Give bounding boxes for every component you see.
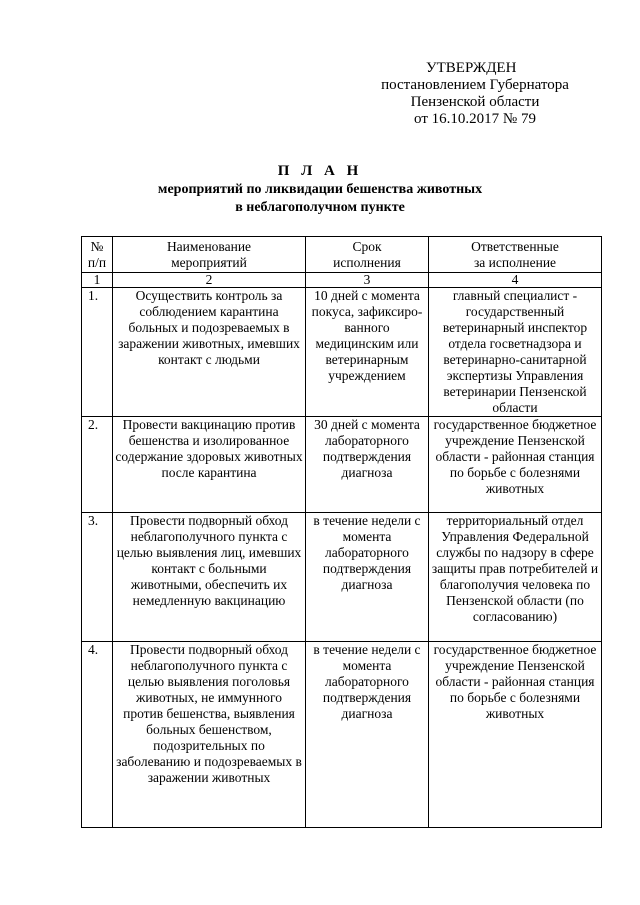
row-number: 1. (82, 288, 113, 417)
row-responsible: государственное бюджетное учреждение Пензенской области - районная станция по борьбе с болезнями животных (429, 417, 602, 513)
column-number-row (82, 273, 602, 288)
header-action: Наименование мероприятий (113, 237, 306, 273)
title-subject: мероприятий по ликвидации бешенства животных (157, 182, 483, 197)
row-action: Провести подворный обход неблагополучного пункта с целью выявления лиц, имевших контакт с больными животными, обеспечить их немедленную вакцинацию (113, 513, 306, 642)
row-term: 10 дней с момента покуса, зафиксиро-ванного медицинским или ветеринарным учреждением (306, 288, 429, 417)
row-responsible: главный специалист - государственный ветеринарный инспектор отдела госветнадзора и ветеринарно-санитарной экспертизы Управления ветеринарии Пензенской области (429, 288, 602, 417)
row-term: 30 дней с момента лабораторного подтверждения диагноза (306, 417, 429, 513)
approval-decree: постановлением Губернатора (381, 77, 569, 93)
row-responsible: государственное бюджетное учреждение Пензенской области - районная станция по борьбе с болезнями животных (429, 642, 602, 828)
row-term: в течение недели с момента лабораторного подтверждения диагноза (306, 642, 429, 828)
title-plan: П Л А Н (277, 163, 363, 179)
approval-heading: УТВЕРЖДЕН (426, 60, 517, 76)
row-responsible: территориальный отдел Управления Федеральной службы по надзору в сфере защиты прав потребителей и благополучия человека по Пензенской области (по согласованию) (429, 513, 602, 642)
title-location: в неблагополучном пункте (235, 200, 405, 215)
plan-table (81, 236, 602, 828)
row-action: Провести вакцинацию против бешенства и изолированное содержание здоровых животных после карантина (113, 417, 306, 513)
row-number: 4. (82, 642, 113, 828)
row-term: в течение недели с момента лабораторного подтверждения диагноза (306, 513, 429, 642)
row-action: Осуществить контроль за соблюдением карантина больных и подозреваемых в заражении животных, имевших контакт с людьми (113, 288, 306, 417)
table-row (82, 288, 602, 417)
table-row (82, 513, 602, 642)
row-number: 2. (82, 417, 113, 513)
header-term: Срок исполнения (306, 237, 429, 273)
header-responsible: Ответственные за исполнение (429, 237, 602, 273)
approval-stamp (330, 60, 620, 128)
row-action: Провести подворный обход неблагополучного пункта с целью выявления поголовья животных, не иммунного против бешенства, выявления больных бешенством, подозрительных по заболеванию и подозреваемых в заражении животных (113, 642, 306, 828)
approval-region: Пензенской области (410, 94, 540, 110)
header-number: № п/п (82, 237, 113, 273)
table-row (82, 417, 602, 513)
column-number: 3 (306, 273, 429, 288)
column-number: 4 (429, 273, 602, 288)
table-header-row (82, 237, 602, 273)
column-number: 1 (82, 273, 113, 288)
row-number: 3. (82, 513, 113, 642)
document-title (0, 161, 640, 217)
table-row (82, 642, 602, 828)
column-number: 2 (113, 273, 306, 288)
approval-date-number: от 16.10.2017 № 79 (414, 111, 536, 127)
